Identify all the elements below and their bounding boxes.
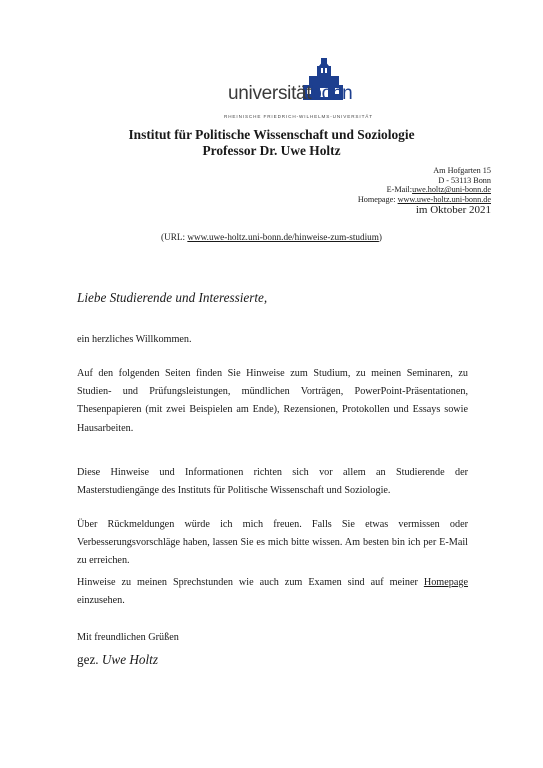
greeting: Liebe Studierende und Interessierte, — [77, 290, 268, 305]
address-homepage-line — [358, 195, 491, 205]
address-email-line — [358, 185, 491, 195]
office-hours-text-end: einzusehen. — [77, 595, 125, 607]
signature-prefix: gez. — [77, 652, 102, 667]
signature-name: Uwe Holtz — [101, 652, 158, 667]
paragraph-feedback: Über Rückmeldungen würde ich mich freuen. Falls Sie etwas vermissen oder Verbesserungsvorschläge haben, lassen Sie es mich bitte wissen. Am besten bin ich per E-Mail zu erreichen. — [77, 519, 468, 567]
url-prefix: (URL: — [161, 232, 188, 242]
homepage-label: Homepage: — [357, 194, 396, 204]
address-city: D - 53113 Bonn — [438, 175, 491, 185]
logo-word-universitaet: universität — [228, 83, 312, 104]
email-link[interactable]: uwe.holtz@uni-bonn.de — [412, 185, 491, 195]
address-street: Am Hofgarten 15 — [433, 166, 491, 175]
logo-wordmark — [228, 84, 352, 104]
email-label: E-Mail: — [386, 185, 413, 195]
paragraph-welcome: ein herzliches Willkommen. — [77, 334, 192, 345]
office-hours-text: Hinweise zu meinen Sprechstunden wie auch zum Examen sind auf meiner — [77, 577, 424, 588]
letter-date: im Oktober 2021 — [415, 204, 491, 216]
closing: Mit freundlichen Grüßen — [77, 632, 179, 643]
document-url — [0, 232, 543, 242]
institute-heading: Institut für Politische Wissenschaft und Soziologie — [128, 127, 415, 142]
url-suffix: ) — [378, 232, 382, 242]
paragraph-contents: Auf den folgenden Seiten finden Sie Hinweise zum Studium, zu meinen Seminaren, zu Studien- und Prüfungsleistungen, mündlichen Vorträgen, PowerPoint-Präsentationen, Thesenpapieren (mit zwei Beispielen am Ende), Rezensionen, Protokollen und Essays sowie Hausarbeiten. — [77, 368, 468, 434]
signature — [77, 652, 158, 668]
homepage-inline-link[interactable]: Homepage — [423, 577, 468, 588]
homepage-link[interactable]: www.uwe-holtz.uni-bonn.de — [397, 194, 491, 204]
address-block — [358, 166, 491, 204]
url-link[interactable]: www.uwe-holtz.uni-bonn.de/hinweise-zum-studium — [187, 232, 379, 242]
professor-heading: Professor Dr. Uwe Holtz — [202, 143, 341, 158]
logo-word-bonn: bonn — [311, 83, 353, 104]
paragraph-office-hours — [77, 574, 468, 610]
paragraph-audience: Diese Hinweise und Informationen richten sich vor allem an Studierende der Masterstudiengänge des Instituts für Politische Wissenschaft und Soziologie. — [77, 467, 468, 497]
logo-subtitle: RHEINISCHE FRIEDRICH-WILHELMS-UNIVERSITÄT — [224, 114, 373, 119]
